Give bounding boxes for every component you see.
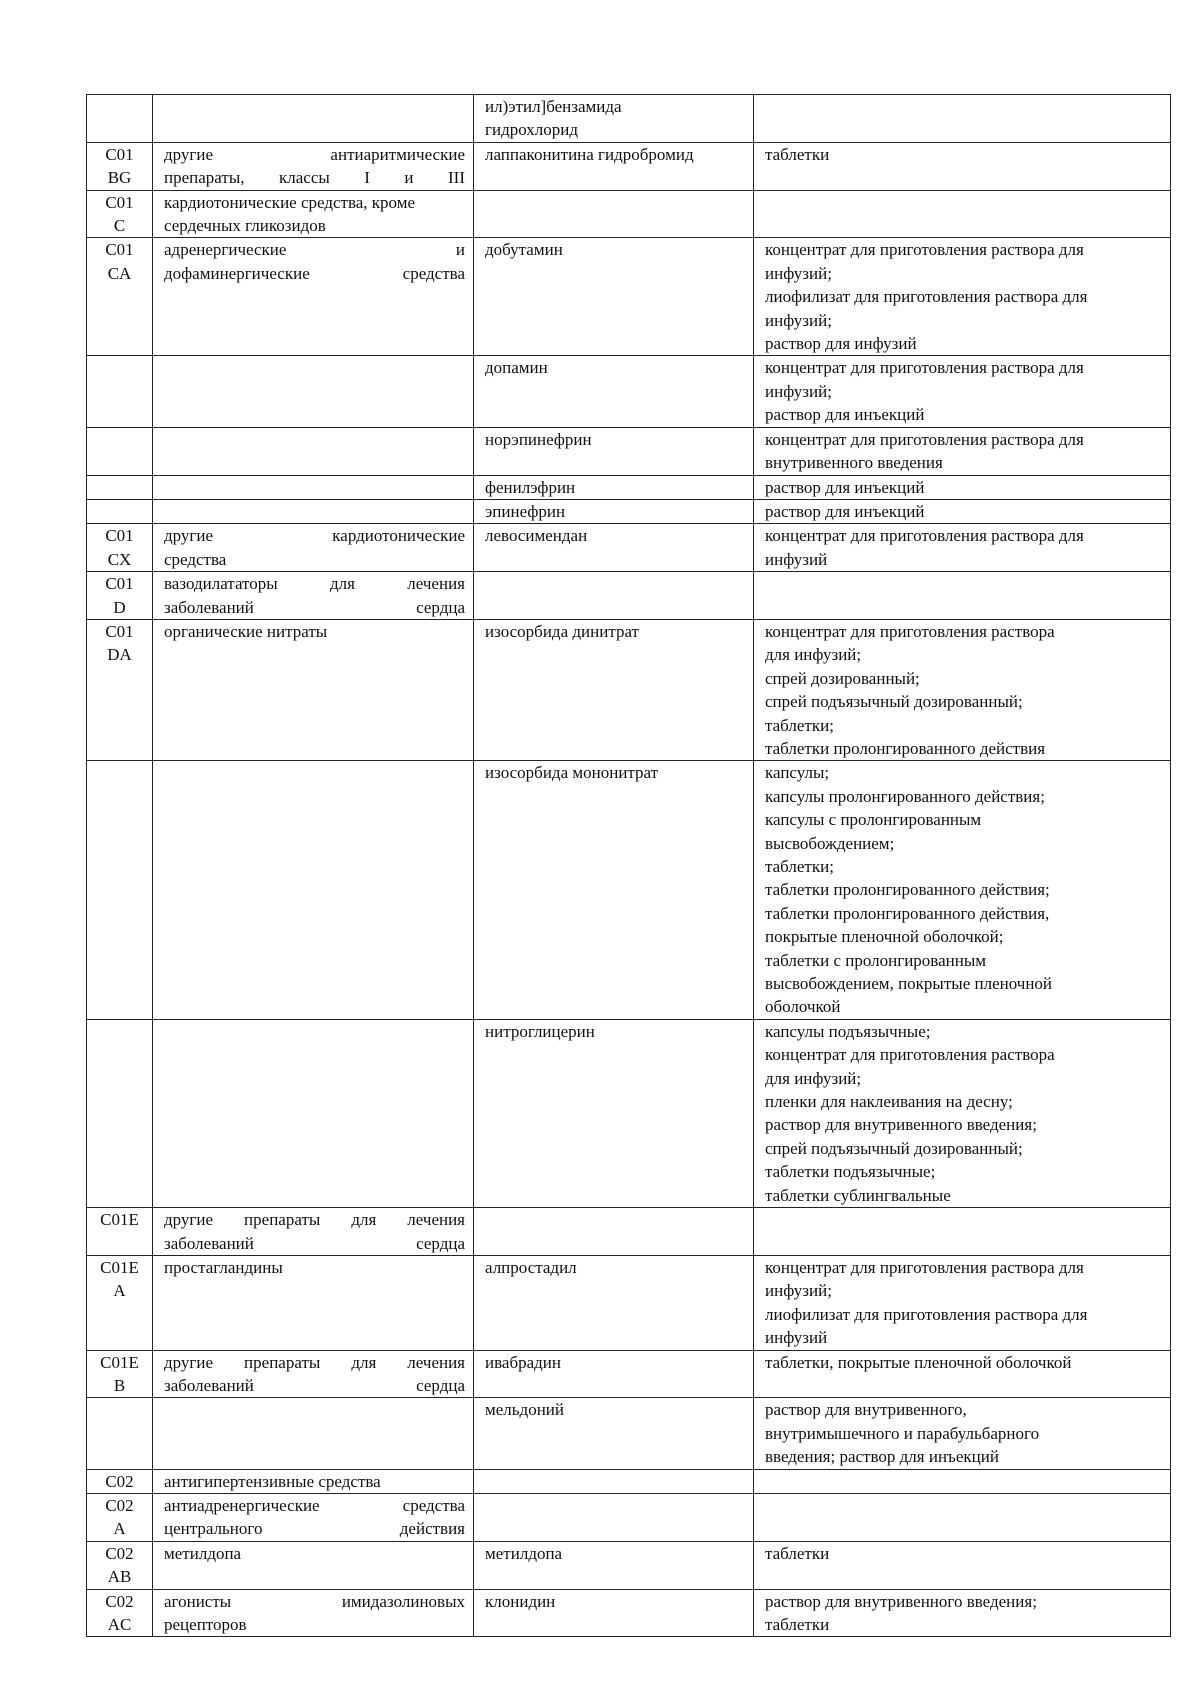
table-row (87, 427, 1171, 475)
drug-name-cell (474, 1469, 754, 1493)
drug-name-cell: лаппаконитина гидробромид (474, 142, 754, 190)
atc-code-cell (87, 1019, 153, 1207)
drug-name-cell: фенилэфрин (474, 475, 754, 499)
group-cell: другие антиаритмические препараты, классы I и III (153, 142, 474, 190)
atc-code-cell: C01 C (87, 190, 153, 238)
dosage-forms-cell (754, 1493, 1171, 1541)
group-cell: органические нитраты (153, 619, 474, 760)
drug-name-cell: эпинефрин (474, 499, 754, 523)
group-cell (153, 427, 474, 475)
atc-code-cell (87, 761, 153, 1019)
dosage-forms-cell: раствор для инъекций (754, 475, 1171, 499)
drug-name-cell: нитроглицерин (474, 1019, 754, 1207)
document-page (86, 94, 1170, 1637)
table-row (87, 1541, 1171, 1589)
group-cell: агонисты имидазолиновых рецепторов (153, 1589, 474, 1637)
group-cell (153, 499, 474, 523)
dosage-forms-cell: раствор для внутривенного, внутримышечного и парабульбарного введения; раствор для инъекций (754, 1398, 1171, 1469)
table-row (87, 1469, 1171, 1493)
dosage-forms-cell: таблетки, покрытые пленочной оболочкой (754, 1350, 1171, 1398)
atc-code-cell: C01E A (87, 1255, 153, 1350)
drug-name-cell: метилдопа (474, 1541, 754, 1589)
table-row (87, 1350, 1171, 1398)
dosage-forms-cell: концентрат для приготовления раствора для инфузий; лиофилизат для приготовления раствора для инфузий (754, 1255, 1171, 1350)
table-row (87, 1589, 1171, 1637)
table-row (87, 475, 1171, 499)
atc-code-cell: C01E B (87, 1350, 153, 1398)
dosage-forms-cell: концентрат для приготовления раствора для инфузий; раствор для инъекций (754, 356, 1171, 427)
dosage-forms-cell: таблетки (754, 142, 1171, 190)
drug-name-cell: допамин (474, 356, 754, 427)
group-cell (153, 356, 474, 427)
drug-name-cell: добутамин (474, 238, 754, 356)
table-row (87, 238, 1171, 356)
table-row (87, 190, 1171, 238)
group-cell: другие кардиотонические средства (153, 524, 474, 572)
atc-code-cell: C01E (87, 1208, 153, 1256)
table-row (87, 1398, 1171, 1469)
atc-code-cell (87, 1398, 153, 1469)
table-row (87, 619, 1171, 760)
dosage-forms-cell (754, 190, 1171, 238)
dosage-forms-cell: концентрат для приготовления раствора для инфузий; спрей дозированный; спрей подъязычный дозированный; таблетки; таблетки пролонгированного действия (754, 619, 1171, 760)
atc-code-cell: C01 BG (87, 142, 153, 190)
atc-code-cell: C02 (87, 1469, 153, 1493)
dosage-forms-cell: концентрат для приготовления раствора для внутривенного введения (754, 427, 1171, 475)
drug-name-cell: ивабрадин (474, 1350, 754, 1398)
dosage-forms-cell: раствор для внутривенного введения; таблетки (754, 1589, 1171, 1637)
drug-name-cell: клонидин (474, 1589, 754, 1637)
atc-code-cell: C02 AB (87, 1541, 153, 1589)
dosage-forms-cell (754, 572, 1171, 620)
group-cell: метилдопа (153, 1541, 474, 1589)
group-cell: другие препараты для лечения заболеваний сердца (153, 1350, 474, 1398)
atc-code-cell (87, 356, 153, 427)
drug-name-cell: изосорбида динитрат (474, 619, 754, 760)
atc-code-cell (87, 95, 153, 143)
table-row (87, 572, 1171, 620)
dosage-forms-cell: капсулы подъязычные; концентрат для приготовления раствора для инфузий; пленки для наклеивания на десну; раствор для внутривенного введения; спрей подъязычный дозированный; таблетки подъязычные; таблетки сублингвальные (754, 1019, 1171, 1207)
dosage-forms-cell (754, 1469, 1171, 1493)
drug-name-cell (474, 1493, 754, 1541)
drug-name-cell: алпростадил (474, 1255, 754, 1350)
dosage-forms-cell: концентрат для приготовления раствора для инфузий (754, 524, 1171, 572)
dosage-forms-cell: раствор для инъекций (754, 499, 1171, 523)
table-row (87, 524, 1171, 572)
atc-code-cell: C02 A (87, 1493, 153, 1541)
group-cell: вазодилататоры для лечения заболеваний сердца (153, 572, 474, 620)
drug-name-cell: изосорбида мононитрат (474, 761, 754, 1019)
dosage-forms-cell: концентрат для приготовления раствора для инфузий; лиофилизат для приготовления раствора для инфузий; раствор для инфузий (754, 238, 1171, 356)
table-row (87, 499, 1171, 523)
drug-list-table (86, 94, 1171, 1637)
table-row (87, 356, 1171, 427)
table-row (87, 1019, 1171, 1207)
atc-code-cell (87, 475, 153, 499)
drug-name-cell (474, 1208, 754, 1256)
group-cell: другие препараты для лечения заболеваний сердца (153, 1208, 474, 1256)
drug-name-cell: мельдоний (474, 1398, 754, 1469)
drug-name-cell: ил)этил]бензамида гидрохлорид (474, 95, 754, 143)
group-cell (153, 1019, 474, 1207)
group-cell: кардиотонические средства, кроме сердечных гликозидов (153, 190, 474, 238)
drug-name-cell: левосимендан (474, 524, 754, 572)
table-row (87, 1493, 1171, 1541)
atc-code-cell: C01 D (87, 572, 153, 620)
table-row (87, 761, 1171, 1019)
table-row (87, 1255, 1171, 1350)
group-cell (153, 1398, 474, 1469)
group-cell: антигипертензивные средства (153, 1469, 474, 1493)
drug-name-cell: норэпинефрин (474, 427, 754, 475)
dosage-forms-cell: таблетки (754, 1541, 1171, 1589)
atc-code-cell: C01 CA (87, 238, 153, 356)
atc-code-cell: C01 DA (87, 619, 153, 760)
atc-code-cell: C01 CX (87, 524, 153, 572)
atc-code-cell (87, 427, 153, 475)
drug-name-cell (474, 572, 754, 620)
drug-name-cell (474, 190, 754, 238)
group-cell: адренергические и дофаминергические средства (153, 238, 474, 356)
group-cell: простагландины (153, 1255, 474, 1350)
group-cell: антиадренергические средства центрального действия (153, 1493, 474, 1541)
dosage-forms-cell: капсулы; капсулы пролонгированного действия; капсулы с пролонгированным высвобождением; таблетки; таблетки пролонгированного действия; таблетки пролонгированного действия, покрытые пленочной оболочкой; таблетки с пролонгированным высвобождением, покрытые пленочной оболочкой (754, 761, 1171, 1019)
table-row (87, 1208, 1171, 1256)
group-cell (153, 475, 474, 499)
table-row (87, 142, 1171, 190)
atc-code-cell (87, 499, 153, 523)
table-row (87, 95, 1171, 143)
atc-code-cell: C02 AC (87, 1589, 153, 1637)
dosage-forms-cell (754, 1208, 1171, 1256)
group-cell (153, 761, 474, 1019)
group-cell (153, 95, 474, 143)
dosage-forms-cell (754, 95, 1171, 143)
